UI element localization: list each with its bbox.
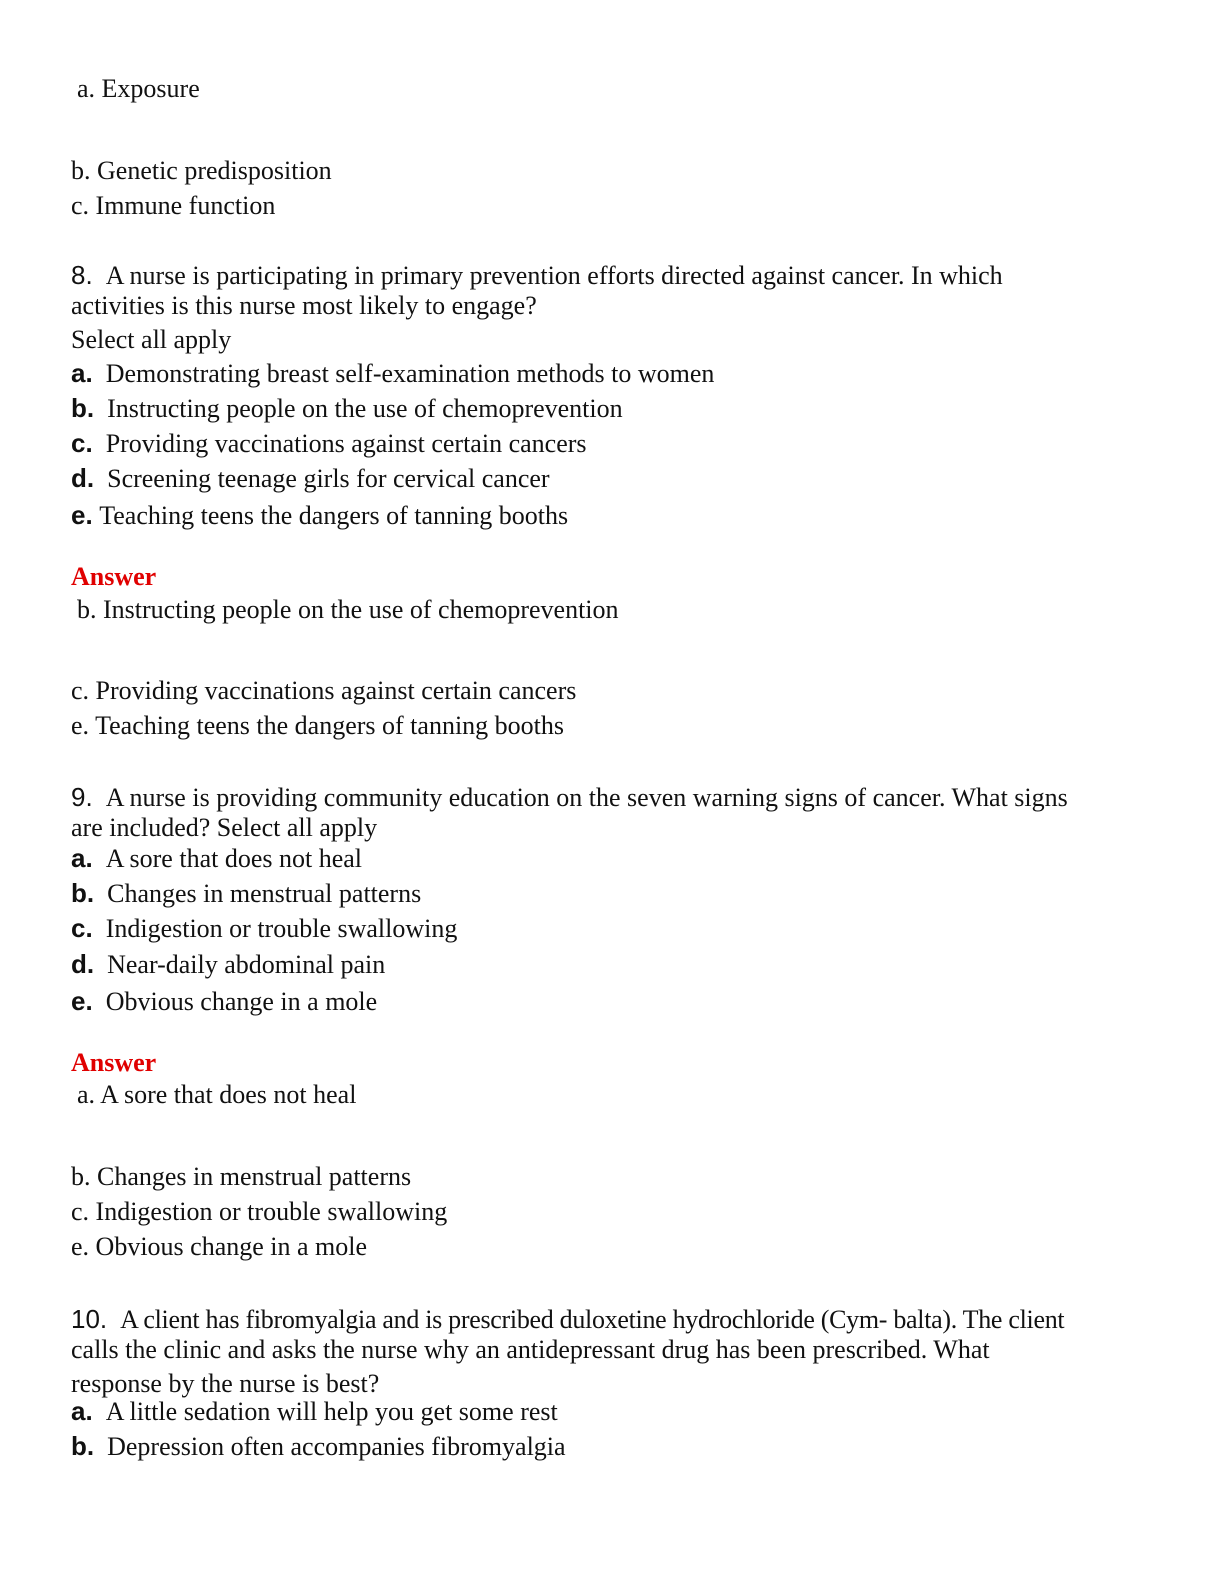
- question-stem-line: response by the nurse is best?: [71, 1369, 380, 1398]
- option-a: a. A sore that does not heal: [71, 843, 363, 873]
- question-8: [71, 258, 1161, 357]
- answer-item: a. A sore that does not heal: [77, 1080, 357, 1109]
- question-stem-line: are included? Select all apply: [71, 813, 378, 842]
- option-c: c. Providing vaccinations against certain cancers: [71, 428, 587, 458]
- question-stem-line: calls the clinic and asks the nurse why an antidepressant drug has been prescribed. What: [71, 1335, 990, 1364]
- question-number: 10.: [71, 1304, 108, 1334]
- option-d: d. Near-daily abdominal pain: [71, 949, 386, 979]
- question-stem-line: A client has fibromyalgia and is prescribed duloxetine hydrochloride (Cym- balta). The client: [120, 1305, 1065, 1334]
- answer-item: b. Changes in menstrual patterns: [71, 1162, 412, 1191]
- question-stem-line: A nurse is participating in primary prevention efforts directed against cancer. In which: [105, 261, 1003, 290]
- question-stem-line: activities is this nurse most likely to engage?: [71, 291, 537, 320]
- option-a: a. A little sedation will help you get some rest: [71, 1396, 558, 1426]
- option-c: c. Indigestion or trouble swallowing: [71, 913, 458, 943]
- question-9: [71, 780, 1161, 845]
- question-number: 9.: [71, 782, 93, 812]
- answer-heading: Answer: [71, 562, 157, 591]
- answer-item: c. Providing vaccinations against certain cancers: [71, 676, 577, 705]
- question-10: [71, 1302, 1161, 1401]
- answer-item: e. Teaching teens the dangers of tanning booths: [71, 711, 565, 740]
- question-number: 8.: [71, 260, 93, 290]
- prev-option-b: b. Genetic predisposition: [71, 156, 332, 185]
- option-d: d. Screening teenage girls for cervical cancer: [71, 463, 550, 493]
- option-b: b. Changes in menstrual patterns: [71, 878, 422, 908]
- answer-item: b. Instructing people on the use of chemoprevention: [77, 595, 619, 624]
- answer-item: c. Indigestion or trouble swallowing: [71, 1197, 448, 1226]
- option-b: b. Instructing people on the use of chemoprevention: [71, 393, 623, 423]
- answer-item: e. Obvious change in a mole: [71, 1232, 368, 1261]
- question-stem-line: A nurse is providing community education on the seven warning signs of cancer. What signs: [105, 783, 1068, 812]
- answer-heading: Answer: [71, 1048, 157, 1077]
- option-b: b. Depression often accompanies fibromyalgia: [71, 1431, 566, 1461]
- option-a: a. Demonstrating breast self-examination methods to women: [71, 358, 715, 388]
- prev-option-c: c. Immune function: [71, 191, 276, 220]
- prev-option-a: a. Exposure: [77, 74, 200, 103]
- question-stem-line: Select all apply: [71, 325, 232, 354]
- option-e: e. Teaching teens the dangers of tanning booths: [71, 500, 569, 530]
- option-e: e. Obvious change in a mole: [71, 986, 378, 1016]
